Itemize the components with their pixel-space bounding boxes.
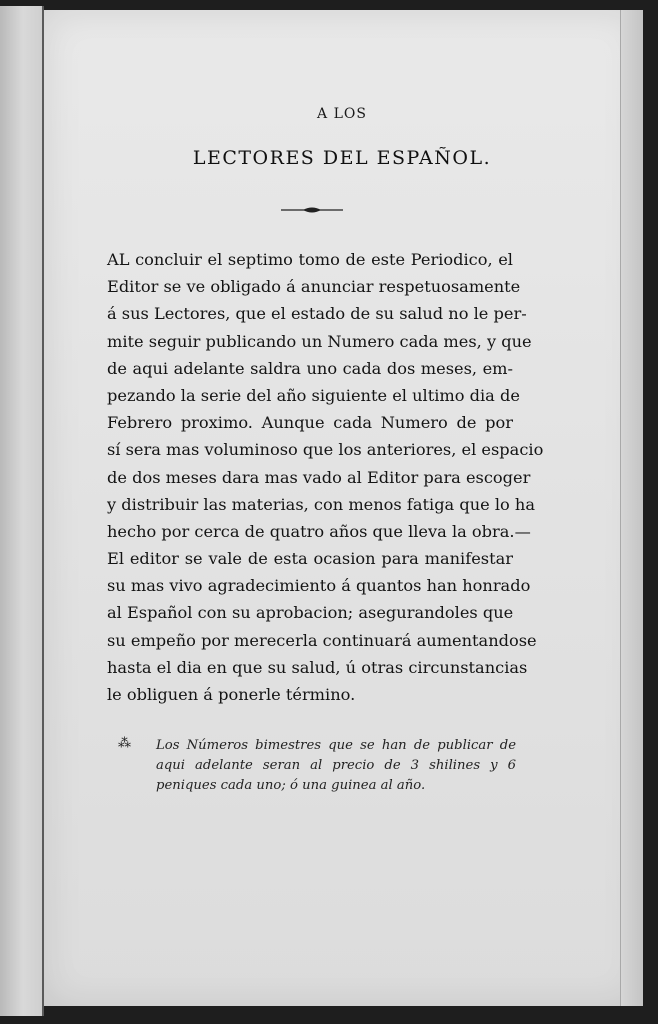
facing-page-edge <box>0 6 44 1016</box>
text-line: Febrero proximo. Aunque cada Numero de por <box>107 413 513 433</box>
text-line: hasta el dia en que su salud, ú otras circunstancias <box>107 657 528 677</box>
text-line: y distribuir las materias, con menos fatiga que lo ha <box>107 494 536 514</box>
text-line: El editor se vale de esta ocasion para manifestar <box>107 549 513 569</box>
text-line: pezando la serie del año siguiente el ultimo dia de <box>107 385 520 405</box>
text-line: de dos meses dara mas vado al Editor para escoger <box>107 467 531 487</box>
page-fore-edge <box>620 10 643 1006</box>
asterism-icon: ⁂ <box>118 736 131 751</box>
note-line: Los Números bimestres que se han de publicar de <box>156 738 516 753</box>
rule-ornament-icon <box>281 205 343 215</box>
text-line: su mas vivo agradecimiento á quantos han honrado <box>107 576 531 596</box>
text-line: á sus Lectores, que el estado de su salud no le per- <box>107 304 527 324</box>
heading-dedication: A LOS <box>317 106 367 122</box>
text-line: le obliguen á ponerle término. <box>107 685 356 704</box>
text-line: hecho por cerca de quatro años que lleva la obra.— <box>107 521 531 541</box>
text-line: su empeño por merecerla continuará aumentandose <box>107 630 537 650</box>
price-note <box>120 736 516 796</box>
note-line: peniques cada uno; ó una guinea al año. <box>156 778 426 793</box>
text-line: de aqui adelante saldra uno cada dos meses, em- <box>107 358 513 378</box>
book-page <box>44 10 640 1006</box>
text-line: Editor se ve obligado á anunciar respetuosamente <box>107 277 521 297</box>
text-line: sí sera mas voluminoso que los anteriores, el espacio <box>107 440 544 460</box>
body-paragraph <box>107 246 544 708</box>
page-title: LECTORES DEL ESPAÑOL. <box>192 147 492 169</box>
text-line: al Español con su aprobacion; asegurandoles que <box>107 603 514 623</box>
text-line: mite seguir publicando un Numero cada mes, y que <box>107 331 532 351</box>
note-line: aqui adelante seran al precio de 3 shilines y 6 <box>156 758 516 773</box>
text-line: AL concluir el septimo tomo de este Periodico, el <box>107 250 513 269</box>
